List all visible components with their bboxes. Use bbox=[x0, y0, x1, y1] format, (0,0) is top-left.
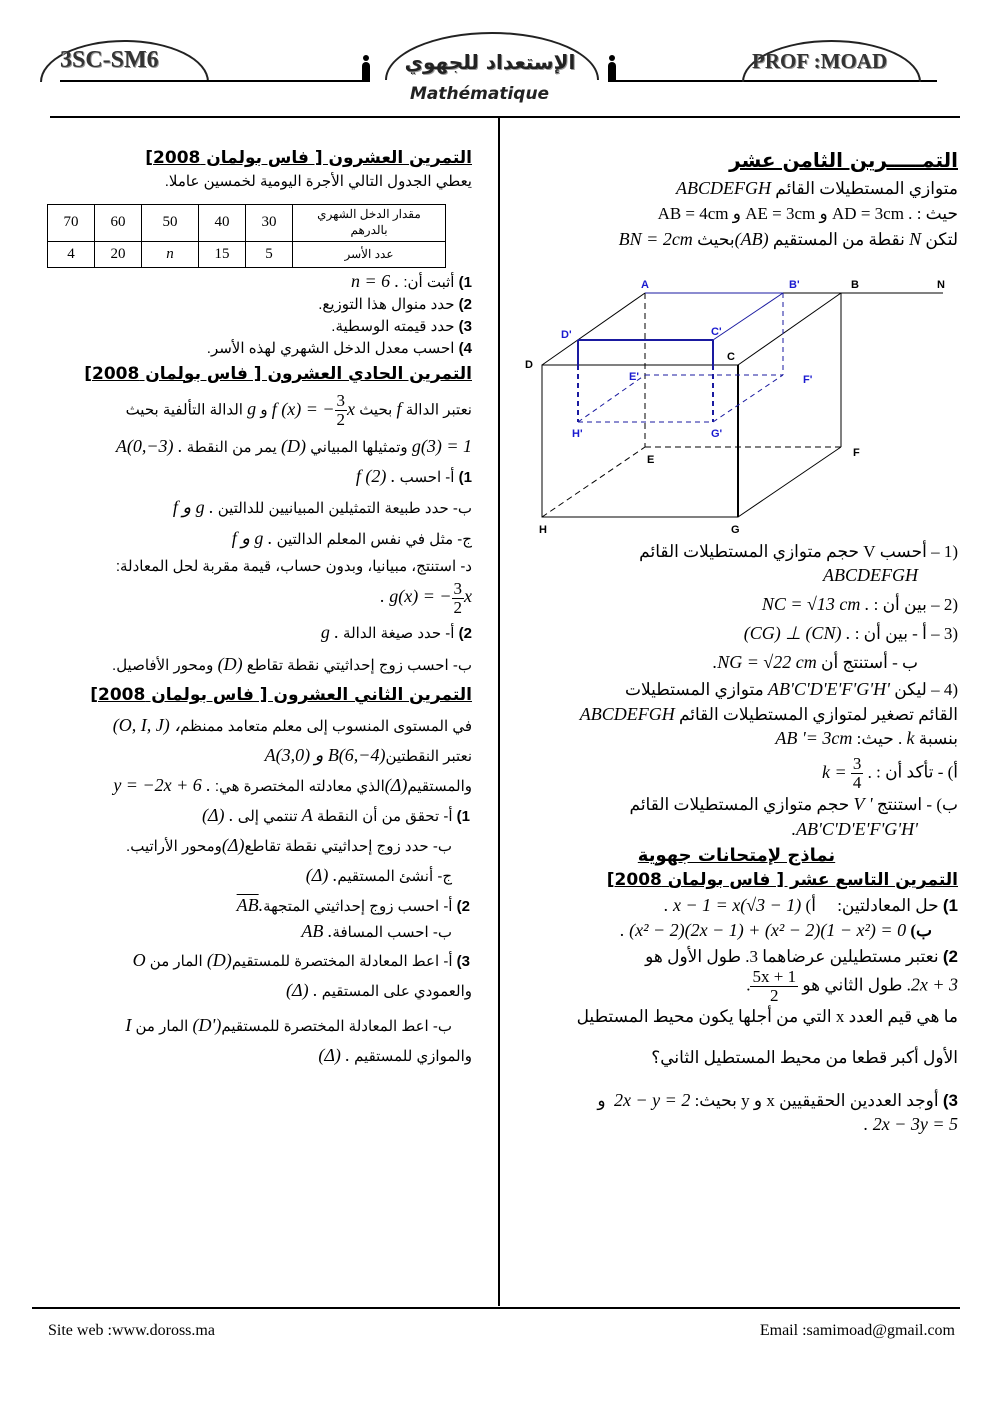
email-link[interactable]: Email :samimoad@gmail.com bbox=[759, 1322, 955, 1339]
class-code: 3SC-SM6 bbox=[60, 47, 159, 73]
label-D: D bbox=[525, 359, 533, 371]
question: والعمودي على المستقيم (Δ) . bbox=[286, 980, 472, 1001]
question: ج- مثل في نفس المعلم الدالتين f و g . bbox=[231, 528, 472, 549]
right-column-questions bbox=[515, 540, 958, 1137]
fraction: $\frac{5x + 1}{2}$ bbox=[752, 966, 797, 1005]
pin-icon bbox=[362, 62, 370, 82]
question: 4) – ليكن AB'C'D'E'F'G'H' متوازي المستطيلات bbox=[624, 678, 958, 699]
table-cell: 15 bbox=[199, 241, 246, 268]
question: ب- حدد طبيعة التمثيلين المبيانيين للدالتين f و g . bbox=[172, 497, 472, 518]
subject-label: Mathématique bbox=[410, 84, 550, 104]
question: 3) أوجد العددين الحقيقيين x و y بحيث: 2x − y = 2 و bbox=[597, 1089, 958, 1110]
question: ب- حدد زوج إحداثيتي نقطة تقاطع(Δ)ومحور الأراتيب. bbox=[126, 835, 452, 856]
question: 2) أ- حدد صيغة الدالة g . bbox=[320, 621, 472, 642]
exercise-title: التمرين التاسع عشر [ فاس بولمان 2008] bbox=[606, 870, 958, 891]
header-center-title: الإستعداد للجهوي bbox=[404, 50, 576, 74]
front-face bbox=[542, 365, 738, 517]
exercise-22 bbox=[22, 683, 472, 1068]
question: ب) - استنتج V ' حجم متوازي المستطيلات القائم bbox=[629, 793, 958, 814]
label-Ep: E' bbox=[629, 371, 639, 383]
site-link[interactable]: Site web :www.doross.ma bbox=[48, 1322, 215, 1339]
exercise-title: التمرين العشرون [ فاس بولمان 2008] bbox=[145, 148, 472, 168]
statement-line: g(3) = 1 وتمثيلها المبياني (D) يمر من النقطة A(0,−3) . bbox=[115, 436, 472, 456]
question-cont: بنسبة k . حيث: AB '= 3cm bbox=[775, 728, 958, 749]
question-cont: القائم تصغير لمتوازي المستطيلات القائم ABCDEFGH bbox=[579, 703, 958, 724]
label-E: E bbox=[647, 454, 655, 466]
question-cont: 2x + 3. طول الثاني هو $\frac{5x + 1}{2}$ . bbox=[746, 966, 958, 1005]
fraction: $\frac{3}{2}$ bbox=[336, 391, 346, 430]
label-G: G bbox=[731, 524, 740, 535]
label-B: B bbox=[851, 279, 859, 291]
label-H: H bbox=[539, 524, 547, 535]
table-row bbox=[48, 205, 446, 241]
question-cont: . 2x − 3y = 5 bbox=[863, 1114, 958, 1135]
question: 2) نعتبر مستطيلين عرضاهما 3. طول الأول هو bbox=[645, 946, 958, 966]
question: أ) - تأكد أن : k = $\frac{3}{4}$ . bbox=[821, 754, 958, 793]
exercise-title: التمرين الثاني العشرون [ فاس بولمان 2008] bbox=[90, 685, 472, 705]
label-A: A bbox=[641, 279, 649, 291]
question: 2) أ- احسب زوج إحداثيتي $المتجهة\overline{AB}$. bbox=[236, 895, 470, 916]
section-heading: نماذج لإمتحانات جهوية bbox=[637, 844, 836, 866]
question: 1) أ- تحقق من أن النقطة A تنتمي إلى (Δ) . bbox=[201, 804, 470, 825]
table-cell: 30 bbox=[246, 205, 293, 241]
edge-HE bbox=[542, 447, 645, 517]
label-F: F bbox=[853, 447, 860, 459]
question: والموازي للمستقيم (Δ) . bbox=[318, 1044, 472, 1065]
pin-icon bbox=[608, 62, 616, 82]
question: ب- احسب المسافةAB . bbox=[301, 921, 452, 942]
row-label: مقدار الدخل الشهري بالدرهم bbox=[293, 205, 446, 241]
question: 2) حدد منوال هذا التوزيع. bbox=[318, 296, 472, 314]
exercise-21 bbox=[22, 362, 472, 677]
table-cell: 5 bbox=[246, 241, 293, 268]
label-Gp: G' bbox=[711, 428, 723, 440]
edge-CB bbox=[738, 293, 841, 365]
question: د- استنتج، مبيانيا، وبدون حساب، قيمة مقربة لحل المعادلة: bbox=[115, 558, 472, 576]
table-cell: 60 bbox=[95, 205, 142, 241]
table-cell: 70 bbox=[48, 205, 95, 241]
question: 1) حل المعادلتين: أ) . x − 1 = x(√3 − 1) bbox=[664, 894, 958, 915]
question: 3) – أ - بين أن : (CG) ⊥ (CN) . bbox=[743, 623, 958, 644]
edge-DA bbox=[542, 293, 645, 365]
right-column bbox=[515, 146, 958, 253]
header-left-line bbox=[60, 80, 365, 82]
question: ب- احسب زوج إحداثيتي نقطة تقاطع (D) ومحور الأفاصيل. bbox=[112, 653, 472, 674]
statement-line: والمستقيم(Δ)الذي معادلته المختصرة هي: y = −2x + 6 . bbox=[113, 774, 472, 795]
table-cell: 4 bbox=[48, 241, 95, 268]
table-cell: 50 bbox=[142, 205, 199, 241]
left-column bbox=[22, 146, 472, 1068]
label-N: N bbox=[937, 279, 945, 291]
edge-GF bbox=[738, 447, 841, 517]
exercise-20 bbox=[22, 146, 472, 360]
distribution-table bbox=[47, 204, 446, 268]
label-Fp: F' bbox=[803, 374, 813, 386]
statement-line: نعتبر الدالة f بحيث f (x) = − $\frac{3}{2}$ x و g الدالة التألفية بحيث bbox=[125, 391, 472, 430]
row-label: عدد الأسر bbox=[293, 241, 446, 268]
exercise-title: التمرين الحادي العشرون [ فاس بولمان 2008] bbox=[84, 363, 472, 384]
question: 4) احسب معدل الدخل الشهري لهذه الأسر. bbox=[206, 339, 472, 357]
edge-CpBp bbox=[713, 293, 783, 340]
fraction: $\frac{3}{4}$ bbox=[852, 754, 862, 793]
parallelepiped-figure bbox=[515, 270, 965, 535]
edge-GpFp bbox=[713, 375, 783, 422]
table-cell: 20 bbox=[95, 241, 142, 268]
label-Hp: H' bbox=[572, 428, 583, 440]
statement-line: حيث : AB = 4cm و AE = 3cm و AD = 3cm . bbox=[657, 203, 958, 223]
question-cont: ABCDEFGH bbox=[823, 565, 918, 586]
exercise-intro: يعطي الجدول التالي الأجرة اليومية لخمسين عاملا. bbox=[164, 172, 472, 190]
statement-line: لتكن N نقطة من المستقيم (AB)بحيث BN = 2cm bbox=[618, 229, 958, 250]
question: ب- اعط المعادلة المختصرة للمستقيم(D') المار من I bbox=[125, 1014, 452, 1035]
author-name: PROF :MOAD bbox=[752, 49, 888, 73]
table-row bbox=[48, 241, 446, 268]
label-Dp: D' bbox=[561, 329, 572, 341]
footer-divider bbox=[32, 1307, 960, 1309]
question: 1) أثبت أن: n = 6 . bbox=[351, 271, 472, 292]
equation: . g(x) = − $\frac{3}{2}$ x bbox=[380, 579, 472, 617]
fraction: $\frac{3}{2}$ bbox=[453, 579, 462, 617]
label-Cp: C' bbox=[711, 326, 722, 338]
question-cont: .AB'C'D'E'F'G'H' bbox=[791, 818, 918, 839]
question: 2) – بين أن : NC = √13 cm . bbox=[761, 594, 958, 615]
question: 3) أ- اعط المعادلة المختصرة للمستقيم(D) المار من O bbox=[132, 950, 470, 971]
label-Bp: B' bbox=[789, 279, 800, 291]
statement-line: نعتبر النقطتينA(3,0) و B(6,−4) bbox=[264, 744, 472, 765]
table-cell: n bbox=[142, 241, 199, 268]
question: 3) حدد قيمته الوسطية. bbox=[331, 318, 472, 336]
question: ج- أنشئ المستقيم(Δ) . bbox=[305, 865, 452, 886]
question: 1) – أحسب V حجم متوازي المستطيلات القائم bbox=[639, 542, 958, 561]
header-divider bbox=[50, 116, 960, 118]
question: ب - أستنتج أن .NG = √22 cm bbox=[712, 651, 918, 672]
question: ب) . (x² − 2)(2x − 1) + (x² − 2)(1 − x²) = 0 bbox=[620, 919, 932, 940]
exercise-title: التمـــــرين الثامن عشر bbox=[729, 148, 958, 172]
table-cell: 40 bbox=[199, 205, 246, 241]
column-divider bbox=[498, 118, 500, 1306]
statement-line: في المستوى المنسوب إلى معلم متعامد ممنظم(O, I, J) ، bbox=[112, 714, 472, 735]
question: 1) أ- احسب f (2) . bbox=[355, 466, 472, 487]
question-cont: الأول أكبر قطعا من محيط المستطيل الثاني؟ bbox=[651, 1048, 958, 1068]
question-cont: ما هي قيم العدد x التي من أجلها يكون محيط المستطيل bbox=[576, 1006, 958, 1026]
statement-line: متوازي المستطيلات القائم ABCDEFGH bbox=[676, 178, 958, 198]
label-C: C bbox=[727, 351, 735, 363]
